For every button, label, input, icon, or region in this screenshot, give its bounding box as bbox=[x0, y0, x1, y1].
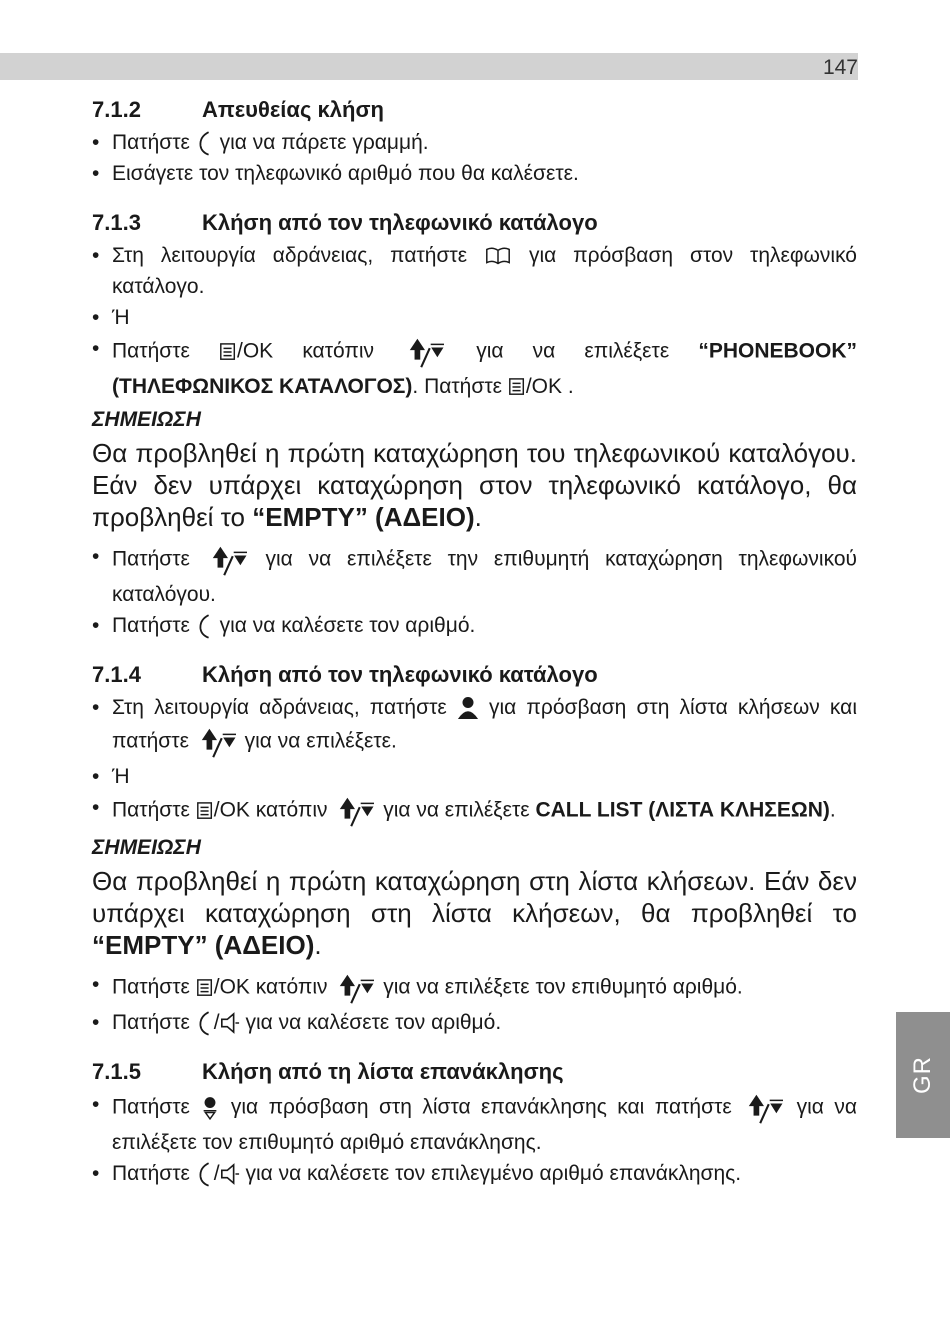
text: για να επιλέξετε τον επιθυμητό αριθμό επανάκλησης. bbox=[112, 1095, 857, 1154]
text: Πατήστε bbox=[112, 547, 190, 571]
list-item bbox=[92, 1089, 857, 1158]
text: για πρόσβαση στη λίστα κλήσεων και πατήστε bbox=[112, 696, 857, 753]
text: για να επιλέξετε την επιθυμητή καταχώρηση τηλεφωνικού καταλόγου. bbox=[112, 547, 857, 606]
language-tab bbox=[896, 1012, 950, 1138]
note-text bbox=[92, 437, 857, 533]
text: Πατήστε bbox=[112, 339, 190, 363]
bullet-list bbox=[92, 692, 857, 830]
up-down-arrows-icon bbox=[403, 333, 447, 371]
list-item bbox=[92, 692, 857, 761]
up-down-arrows-icon bbox=[206, 541, 250, 579]
menu-list-icon bbox=[219, 342, 237, 362]
ok-label: /OK bbox=[525, 375, 563, 398]
text: / bbox=[213, 1011, 220, 1034]
text: . bbox=[567, 375, 574, 398]
text: για πρόσβαση στον τηλεφωνικό κατάλογο. bbox=[112, 244, 857, 298]
language-tab-label: GR bbox=[909, 1056, 936, 1094]
text: για να επιλέξετε bbox=[383, 798, 530, 822]
redial-icon bbox=[200, 1096, 220, 1120]
list-item bbox=[92, 610, 857, 641]
list-item: • Εισάγετε τον τηλεφωνικό αριθμό που θα καλέσετε. bbox=[92, 158, 857, 189]
list-item bbox=[92, 1158, 857, 1189]
up-down-arrows-icon bbox=[333, 792, 377, 830]
phone-handset-icon bbox=[196, 129, 214, 157]
text: Θα προβληθεί η πρώτη καταχώρηση του τηλεφωνικού καταλόγου. Εάν δεν υπάρχει καταχώρηση στον τηλεφωνικό κατάλογο, θα προβληθεί το bbox=[92, 438, 857, 532]
text: Στη λειτουργία αδράνειας, πατήστε bbox=[112, 244, 468, 267]
list-item bbox=[92, 541, 857, 610]
section-heading-7-1-5 bbox=[92, 1056, 857, 1087]
list-item bbox=[92, 127, 857, 158]
phone-handset-icon bbox=[196, 612, 214, 640]
section-heading-7-1-3 bbox=[92, 207, 857, 238]
menu-list-icon bbox=[196, 801, 214, 821]
section-title: Απευθείας κλήση bbox=[202, 97, 384, 122]
section-number: 7.1.4 bbox=[92, 662, 141, 687]
bold-term: “PHONEBOOK” (ΤΗΛΕΦΩΝΙΚΟΣ ΚΑΤΑΛΟΓΟΣ) bbox=[112, 339, 857, 398]
page-number: 147 bbox=[822, 56, 858, 79]
up-down-arrows-icon bbox=[195, 723, 239, 761]
bullet-list bbox=[92, 127, 857, 189]
speaker-icon bbox=[220, 1163, 240, 1185]
text: για να πάρετε γραμμή. bbox=[219, 131, 429, 154]
section-title: Κλήση από τον τηλεφωνικό κατάλογο bbox=[202, 662, 598, 687]
speaker-icon bbox=[220, 1012, 240, 1034]
text: Στη λειτουργία αδράνειας, πατήστε bbox=[112, 696, 447, 719]
text: κατόπιν bbox=[255, 798, 328, 822]
text: . bbox=[314, 930, 322, 960]
text: για να καλέσετε τον επιλεγμένο αριθμό επανάκλησης. bbox=[245, 1162, 742, 1185]
ok-label: /OK bbox=[237, 339, 274, 363]
note-title: ΣΗΜΕΙΩΣΗ bbox=[92, 408, 201, 431]
bullet-list bbox=[92, 240, 857, 402]
text: . bbox=[829, 798, 836, 822]
bullet-list bbox=[92, 541, 857, 641]
list-item: • Ή bbox=[92, 761, 857, 792]
section-number: 7.1.3 bbox=[92, 210, 141, 235]
page-content bbox=[92, 94, 857, 1189]
up-down-arrows-icon bbox=[333, 969, 377, 1007]
bold-term: CALL LIST (ΛΙΣΤΑ ΚΛΗΣΕΩΝ) bbox=[535, 798, 830, 822]
text: Πατήστε bbox=[112, 1162, 190, 1185]
list-item bbox=[92, 969, 857, 1007]
note-text bbox=[92, 865, 857, 961]
text: Θα προβληθεί η πρώτη καταχώρηση στη λίστα κλήσεων. Εάν δεν υπάρχει καταχώρηση στη λίστα κλήσεων, θα προβληθεί το bbox=[92, 866, 857, 928]
section-heading-7-1-2 bbox=[92, 94, 857, 125]
ok-label: /OK bbox=[213, 798, 250, 822]
book-icon bbox=[484, 245, 512, 267]
phone-handset-icon bbox=[196, 1009, 214, 1037]
text: Πατήστε bbox=[112, 1095, 190, 1119]
text: για να επιλέξετε bbox=[476, 339, 670, 363]
text: για πρόσβαση στη λίστα επανάκλησης και πατήστε bbox=[230, 1095, 732, 1119]
bullet-list bbox=[92, 969, 857, 1038]
up-down-arrows-icon bbox=[742, 1089, 786, 1127]
text: για να επιλέξετε. bbox=[244, 729, 397, 753]
text: κατόπιν bbox=[255, 975, 328, 999]
header-bar bbox=[0, 53, 858, 80]
section-title: Κλήση από τον τηλεφωνικό κατάλογο bbox=[202, 210, 598, 235]
text: για να καλέσετε τον αριθμό. bbox=[219, 614, 476, 637]
section-number: 7.1.5 bbox=[92, 1059, 141, 1084]
text: για να επιλέξετε τον επιθυμητό αριθμό. bbox=[383, 975, 743, 999]
list-item bbox=[92, 240, 857, 302]
ok-label: /OK bbox=[213, 975, 250, 999]
text: Πατήστε bbox=[112, 131, 190, 154]
list-item bbox=[92, 333, 857, 402]
menu-list-icon bbox=[508, 377, 526, 397]
list-item: • Ή bbox=[92, 302, 857, 333]
text: Πατήστε bbox=[112, 1011, 190, 1034]
section-heading-7-1-4 bbox=[92, 659, 857, 690]
list-item bbox=[92, 792, 857, 830]
text: Πατήστε bbox=[112, 975, 190, 999]
section-title: Κλήση από τη λίστα επανάκλησης bbox=[202, 1059, 564, 1084]
text: / bbox=[213, 1162, 220, 1185]
text: κατόπιν bbox=[302, 339, 375, 363]
text: για να καλέσετε τον αριθμό. bbox=[245, 1011, 502, 1034]
list-item bbox=[92, 1007, 857, 1038]
person-icon bbox=[457, 696, 479, 720]
bullet-list bbox=[92, 1089, 857, 1189]
phone-handset-icon bbox=[196, 1160, 214, 1188]
text: Πατήστε bbox=[112, 798, 190, 822]
text: . bbox=[474, 502, 482, 532]
text: Πατήστε bbox=[112, 614, 190, 637]
note-title: ΣΗΜΕΙΩΣΗ bbox=[92, 836, 201, 859]
section-number: 7.1.2 bbox=[92, 97, 141, 122]
bold-term: “EMPTY” (ΑΔΕΙΟ) bbox=[92, 930, 315, 960]
text: . Πατήστε bbox=[412, 375, 502, 398]
menu-list-icon bbox=[196, 978, 214, 998]
bold-term: “EMPTY” (ΑΔΕΙΟ) bbox=[252, 502, 475, 532]
